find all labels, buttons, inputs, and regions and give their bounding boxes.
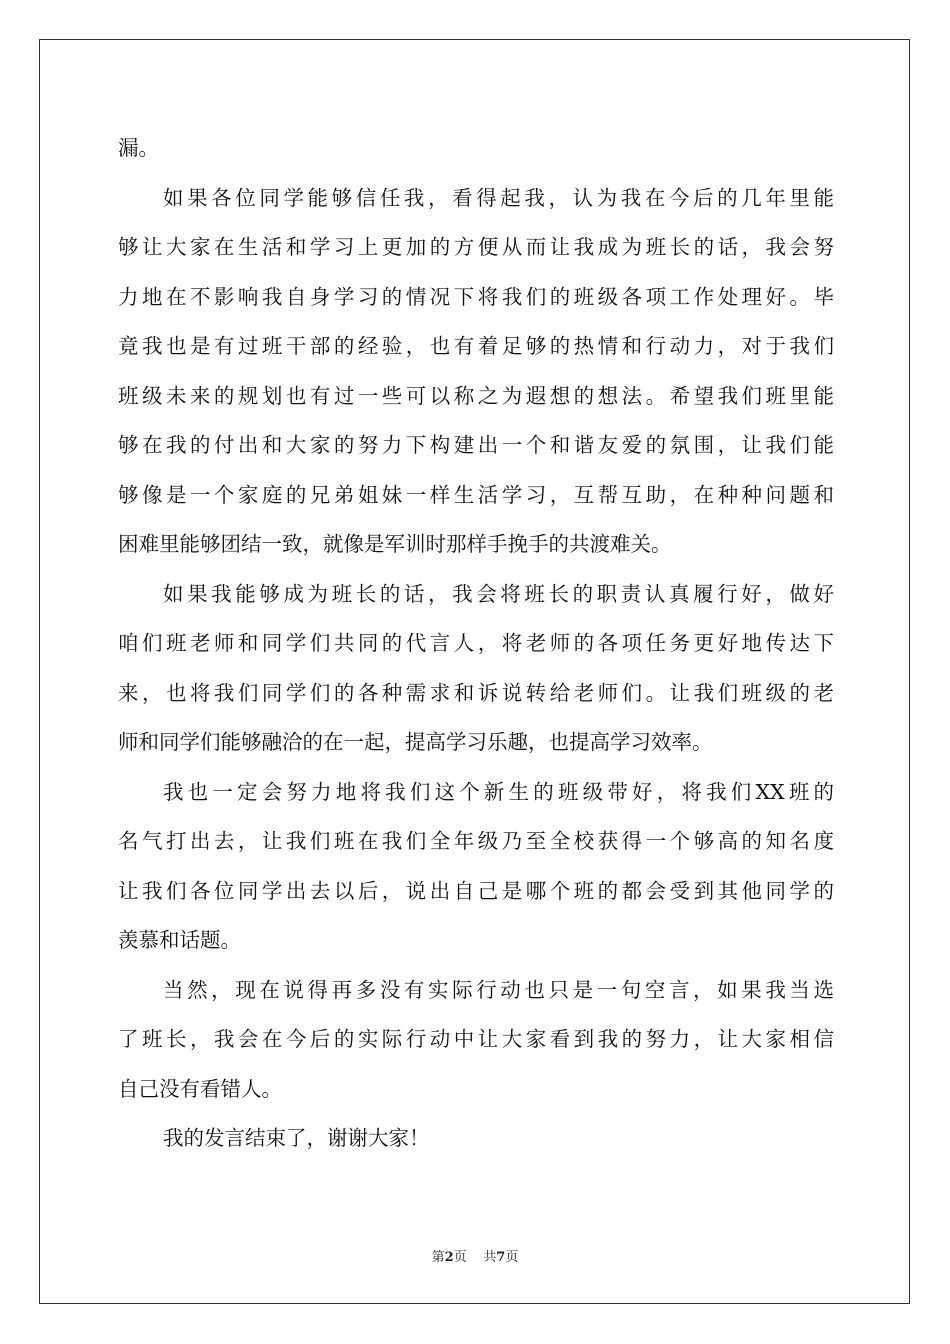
text-line: 羡慕和话题。 <box>118 928 241 952</box>
text-line: 够在我的付出和大家的努力下构建出一个和谐友爱的氛围，让我们能 <box>118 433 834 457</box>
text-line: 我也一定会努力地将我们这个新生的班级带好，将我们XX班的 <box>163 779 834 804</box>
text-line: 困难里能够团结一致，就像是军训时那样手挽手的共渡难关。 <box>118 532 672 556</box>
page-footer <box>0 1246 950 1265</box>
footer-total-suffix: 页 <box>505 1250 519 1265</box>
text-line: 了班长，我会在今后的实际行动中让大家看到我的努力，让大家相信 <box>118 1027 834 1051</box>
text-line: 自己没有看错人。 <box>118 1076 282 1101</box>
text-line: 我的发言结束了，谢谢大家！ <box>163 1126 430 1150</box>
text-line: 当然，现在说得再多没有实际行动也只是一句空言，如果我当选 <box>163 977 834 1002</box>
text-line: 名气打出去，让我们班在我们全年级乃至全校获得一个够高的知名度 <box>118 829 834 853</box>
document-body <box>118 124 834 1164</box>
text-line: 咱们班老师和同学们共同的代言人，将老师的各项任务更好地传达下 <box>118 631 834 655</box>
text-line: 够让大家在生活和学习上更加的方便从而让我成为班长的话，我会努 <box>118 235 834 259</box>
text-line: 力地在不影响我自身学习的情况下将我们的班级各项工作处理好。毕 <box>118 284 834 309</box>
text-line: 如果各位同学能够信任我，看得起我，认为我在今后的几年里能 <box>163 185 834 210</box>
text-line: 竟我也是有过班干部的经验，也有着足够的热情和行动力，对于我们 <box>118 334 834 358</box>
footer-total-prefix: 共 <box>483 1250 497 1265</box>
footer-page-prefix: 第 <box>431 1250 445 1265</box>
text-line: 如果我能够成为班长的话，我会将班长的职责认真履行好，做好 <box>163 581 834 606</box>
text-line: 来，也将我们同学们的各种需求和诉说转给老师们。让我们班级的老 <box>118 680 834 705</box>
footer-total-pages: 7 <box>496 1250 506 1265</box>
text-line: 够像是一个家庭的兄弟姐妹一样生活学习，互帮互助，在种种问题和 <box>118 482 834 507</box>
footer-page-suffix: 页 <box>453 1250 467 1265</box>
text-line: 让我们各位同学出去以后，说出自己是哪个班的都会受到其他同学的 <box>118 878 834 903</box>
text-line: 班级未来的规划也有过一些可以称之为遐想的想法。希望我们班里能 <box>118 383 834 408</box>
text-line: 漏。 <box>118 136 159 160</box>
text-line: 师和同学们能够融洽的在一起，提高学习乐趣，也提高学习效率。 <box>118 730 713 754</box>
footer-page-number: 2 <box>444 1250 454 1265</box>
